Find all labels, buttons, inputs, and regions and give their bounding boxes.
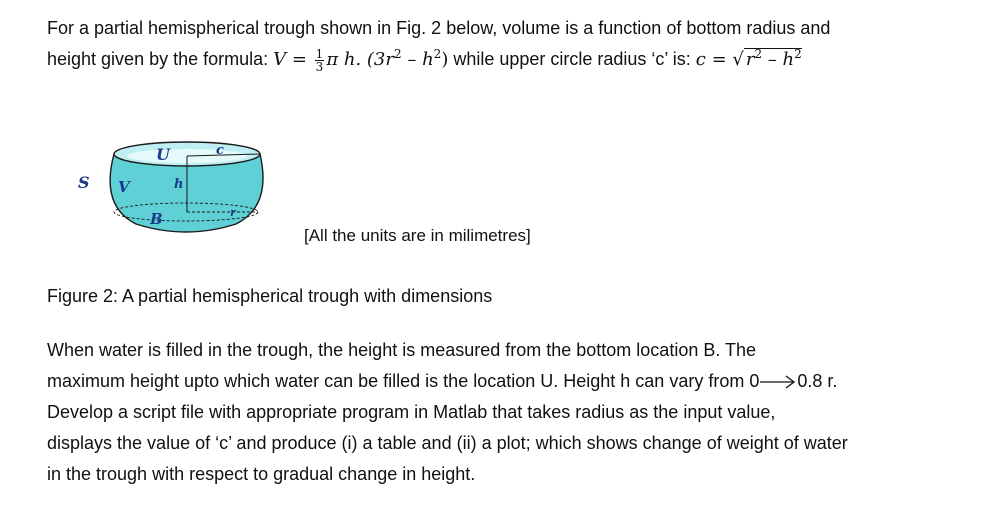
label-r: r — [230, 206, 236, 219]
formula-eq: = — [286, 49, 313, 70]
body-line-4: displays the value of ‘c’ and produce (i) a table and (ii) a plot; which shows change of weight of water — [47, 433, 848, 453]
intro-line-2-prefix: height given by the formula: — [47, 49, 274, 69]
formula-close: ) — [441, 49, 449, 70]
formula-v: V — [273, 49, 287, 70]
body-line-2b: 0.8 r. — [797, 371, 838, 391]
body-line-2a: maximum height upto which water can be filled is the location U. Height h can vary from 0 — [47, 371, 760, 391]
label-h: h — [174, 177, 184, 192]
label-v: V — [118, 178, 130, 196]
body-line-1: When water is filled in the trough, the height is measured from the bottom location B. The — [47, 340, 757, 360]
problem-body — [47, 335, 951, 490]
figure-caption: Figure 2: A partial hemispherical trough with dimensions — [47, 286, 493, 306]
body-line-3: Develop a script file with appropriate program in Matlab that takes radius as the input value, — [47, 402, 776, 422]
body-line-5: in the trough with respect to gradual change in height. — [47, 464, 476, 484]
frac-num: 1 — [315, 46, 324, 61]
sqrt-expression: √ $r^2 - h^2$ — [732, 47, 802, 70]
problem-intro — [47, 13, 951, 75]
formula-sup-2: 2 — [433, 47, 442, 61]
trough-figure — [76, 136, 296, 246]
intro-line-1: For a partial hemispherical trough shown in Fig. 2 below, volume is a function of bottom radius and — [47, 18, 831, 38]
formula-body: π h. (3r — [326, 49, 394, 70]
sqrt-sup-1: 2 — [754, 47, 763, 61]
c-formula — [696, 49, 802, 69]
c-formula-lhs: c = — [695, 49, 733, 70]
label-s: S — [78, 173, 90, 192]
formula-fraction — [315, 48, 325, 73]
sqrt-minus: – h — [762, 49, 795, 70]
frac-den: 3 — [315, 59, 324, 74]
sqrt-r: r — [745, 49, 755, 70]
right-arrow-icon — [759, 375, 797, 389]
label-u: U — [156, 145, 170, 164]
label-b: B — [150, 210, 163, 228]
volume-formula — [273, 46, 449, 74]
label-c: c — [216, 143, 224, 158]
formula-minus: – h — [401, 49, 434, 70]
formula-sup-1: 2 — [393, 47, 402, 61]
units-note: [All the units are in milimetres] — [304, 226, 531, 245]
sqrt-sup-2: 2 — [794, 47, 802, 61]
intro-line-2-mid: while upper circle radius ‘c’ is: — [448, 49, 696, 69]
